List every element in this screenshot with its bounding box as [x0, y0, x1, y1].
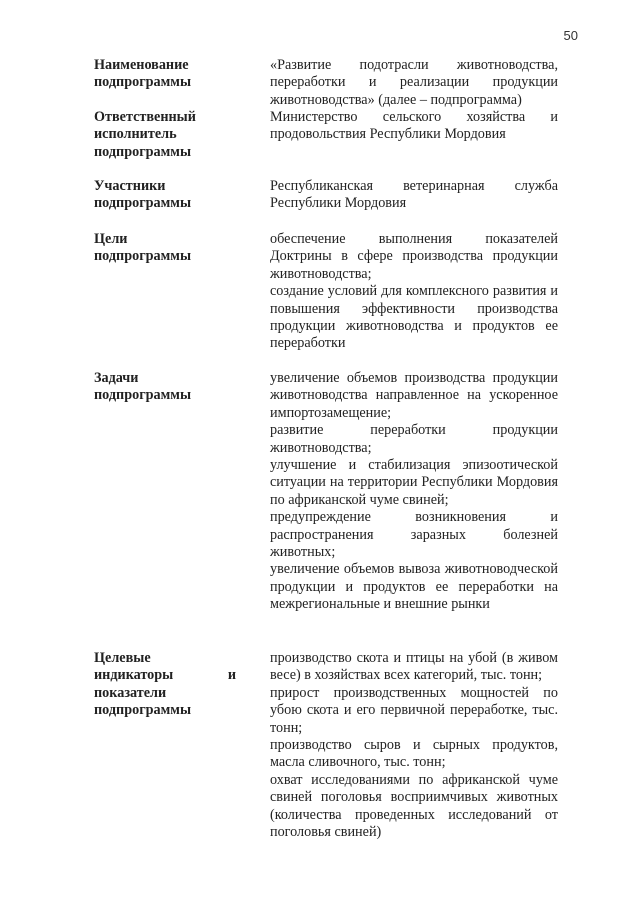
indicator-item: производство скота и птицы на убой (в живом весе) в хозяйствах всех категорий, тыс. тонн; [270, 650, 558, 684]
goals-label: Цели подпрограммы [94, 231, 192, 265]
indicator-item: производство сыров и сырных продуктов, масла сливочного, тыс. тонн; [270, 737, 558, 771]
responsible-executor-value: Министерство сельского хозяйства и продовольствия Республики Мордовия [270, 109, 558, 143]
indicator-item: прирост производственных мощностей по убою скота и его первичной переработке, тыс. тонн; [270, 684, 558, 736]
indicator-item: охват исследованиями по африканской чуме свиней поголовья восприимчивых животных (количества проведенных исследований от поголовья свиней) [270, 771, 558, 841]
goals-value [270, 231, 558, 353]
task-item: предупреждение возникновения и распространения заразных болезней животных; [270, 509, 558, 561]
goal-item: создание условий для комплексного развития и повышения эффективности производства продукции животноводства и продуктов ее переработки [270, 283, 558, 352]
page-number: 50 [563, 28, 578, 43]
task-item: увеличение объемов вывоза животноводческой продукции и продуктов ее переработки на межрегиональные и внешние рынки [270, 561, 558, 613]
goal-item: обеспечение выполнения показателей Доктрины в сфере производства продукции животноводства; [270, 231, 558, 282]
program-name-value: «Развитие подотрасли животноводства, переработки и реализации продукции животноводства» (далее – подпрограмма) [270, 57, 558, 108]
task-item: улучшение и стабилизация эпизоотической ситуации на территории Республики Мордовия по африканской чуме свиней; [270, 457, 558, 508]
participants-label: Участники подпрограммы [94, 178, 192, 212]
tasks-label: Задачи подпрограммы [94, 370, 192, 404]
responsible-executor-label: Ответственный исполнитель подпрограммы [94, 109, 196, 160]
program-name-label: Наименование подпрограммы [94, 57, 192, 91]
participants-value: Республиканская ветеринарная служба Республики Мордовия [270, 178, 558, 212]
tasks-value [270, 370, 558, 614]
task-item: увеличение объемов производства продукции животноводства направленное на ускоренное импортозамещение; [270, 370, 558, 421]
task-item: развитие переработки продукции животноводства; [270, 422, 558, 456]
indicators-label: Целевые индикаторы и показатели подпрограммы [94, 650, 236, 719]
indicators-value [270, 650, 558, 841]
